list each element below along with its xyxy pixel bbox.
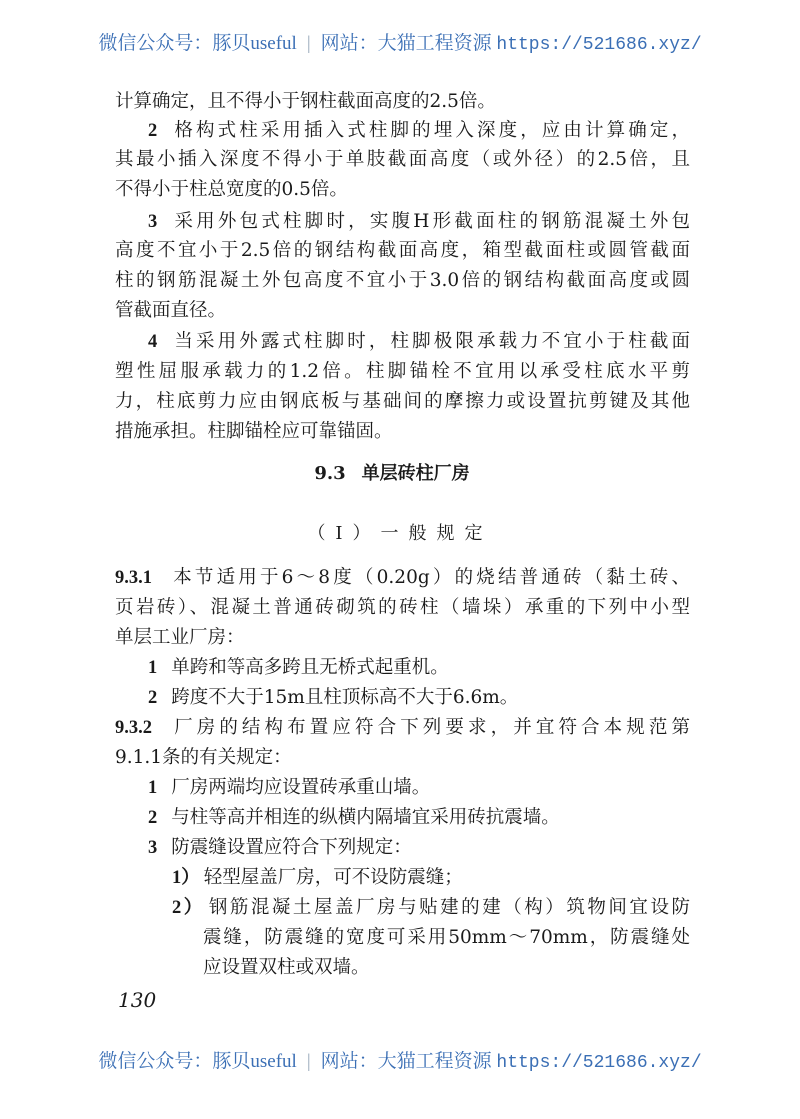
clause-number: 9.3.2 <box>115 718 152 738</box>
page-number: 130 <box>118 988 157 1012</box>
item-text: 格构式柱采用插入式柱脚的埋入深度，应由计算确定， <box>171 120 690 141</box>
sub-item-text: 轻型屋盖厂房，可不设防震缝； <box>203 867 463 888</box>
sub-item <box>172 896 690 920</box>
watermark-bottom <box>0 1046 800 1073</box>
section-heading <box>0 459 800 485</box>
watermark-site: 网站：大猫工程资源 <box>320 33 492 54</box>
watermark-top <box>0 28 800 55</box>
text-line: 措施承担。柱脚锚栓应可靠锚固。 <box>115 421 393 442</box>
clause-item <box>148 210 690 234</box>
sub-item-number: 2） <box>172 898 205 918</box>
item-text: 跨度不大于15m且柱顶标高不大于6.6m。 <box>171 687 519 708</box>
clause-item <box>148 776 430 800</box>
watermark-separator: | <box>306 33 311 54</box>
sub-item-number: 1） <box>172 868 200 888</box>
clause <box>115 566 690 590</box>
text-line: 震缝，防震缝的宽度可采用50mm～70mm，防震缝处 <box>203 927 690 948</box>
sub-item-text: 钢筋混凝土屋盖厂房与贴建的建（构）筑物间宜设防 <box>208 897 690 918</box>
clause-item <box>148 806 560 830</box>
item-text: 厂房两端均应设置砖承重山墙。 <box>171 777 431 798</box>
watermark-url[interactable]: https://521686.xyz/ <box>496 1053 702 1073</box>
clause-number: 9.3.1 <box>115 568 152 588</box>
section-number: 9.3 <box>314 463 346 484</box>
text-line: 塑性屈服承载力的1.2倍。柱脚锚栓不宜用以承受柱底水平剪 <box>115 361 690 382</box>
watermark-wechat: 微信公众号：豚贝useful <box>98 33 297 54</box>
item-number: 2 <box>148 688 158 708</box>
text-line: 页岩砖）、混凝土普通砖砌筑的砖柱（墙垛）承重的下列中小型 <box>115 597 690 618</box>
item-text: 当采用外露式柱脚时，柱脚极限承载力不宜小于柱截面 <box>171 331 690 352</box>
item-number: 4 <box>148 332 158 352</box>
sub-item <box>172 866 463 890</box>
text-line: 柱的钢筋混凝土外包高度不宜小于3.0倍的钢结构截面高度或圆 <box>115 270 690 291</box>
item-number: 3 <box>148 212 158 232</box>
watermark-separator: | <box>306 1051 311 1072</box>
text-line: 9.1.1条的有关规定： <box>115 747 292 768</box>
clause-item <box>148 686 518 710</box>
clause-text: 厂房的结构布置应符合下列要求，并宜符合本规范第 <box>170 717 690 738</box>
watermark-wechat: 微信公众号：豚贝useful <box>98 1051 297 1072</box>
clause-text: 本节适用于6～8度（0.20g）的烧结普通砖（黏土砖、 <box>170 567 690 588</box>
clause-item <box>148 836 412 860</box>
text-line: 管截面直径。 <box>115 300 227 321</box>
item-number: 2 <box>148 121 158 141</box>
clause-item <box>148 656 449 680</box>
watermark-url[interactable]: https://521686.xyz/ <box>496 35 702 55</box>
item-number: 1 <box>148 778 158 798</box>
item-text: 防震缝设置应符合下列规定： <box>171 837 412 858</box>
text-line: 单层工业厂房： <box>115 627 245 648</box>
item-text: 与柱等高并相连的纵横内隔墙宜采用砖抗震墙。 <box>171 807 560 828</box>
text-line: 高度不宜小于2.5倍的钢结构截面高度，箱型截面柱或圆管截面 <box>115 240 690 261</box>
section-title: 单层砖柱厂房 <box>361 463 470 484</box>
item-number: 3 <box>148 838 158 858</box>
text-line: 其最小插入深度不得小于单肢截面高度（或外径）的2.5倍，且 <box>115 149 690 170</box>
watermark-site: 网站：大猫工程资源 <box>320 1051 492 1072</box>
item-number: 1 <box>148 658 158 678</box>
item-text: 单跨和等高多跨且无桥式起重机。 <box>171 657 449 678</box>
subsection-heading: （Ⅰ）一般规定 <box>307 523 493 544</box>
item-number: 2 <box>148 808 158 828</box>
item-text: 采用外包式柱脚时，实腹H形截面柱的钢筋混凝土外包 <box>171 211 690 232</box>
clause <box>115 716 690 740</box>
text-line: 不得小于柱总宽度的0.5倍。 <box>115 179 348 200</box>
clause-item <box>148 119 690 143</box>
text-line: 计算确定，且不得小于钢柱截面高度的2.5倍。 <box>115 91 496 112</box>
text-line: 应设置双柱或双墙。 <box>203 957 370 978</box>
text-line: 力，柱底剪力应由钢底板与基础间的摩擦力或设置抗剪键及其他 <box>115 391 690 412</box>
clause-item <box>148 330 690 354</box>
